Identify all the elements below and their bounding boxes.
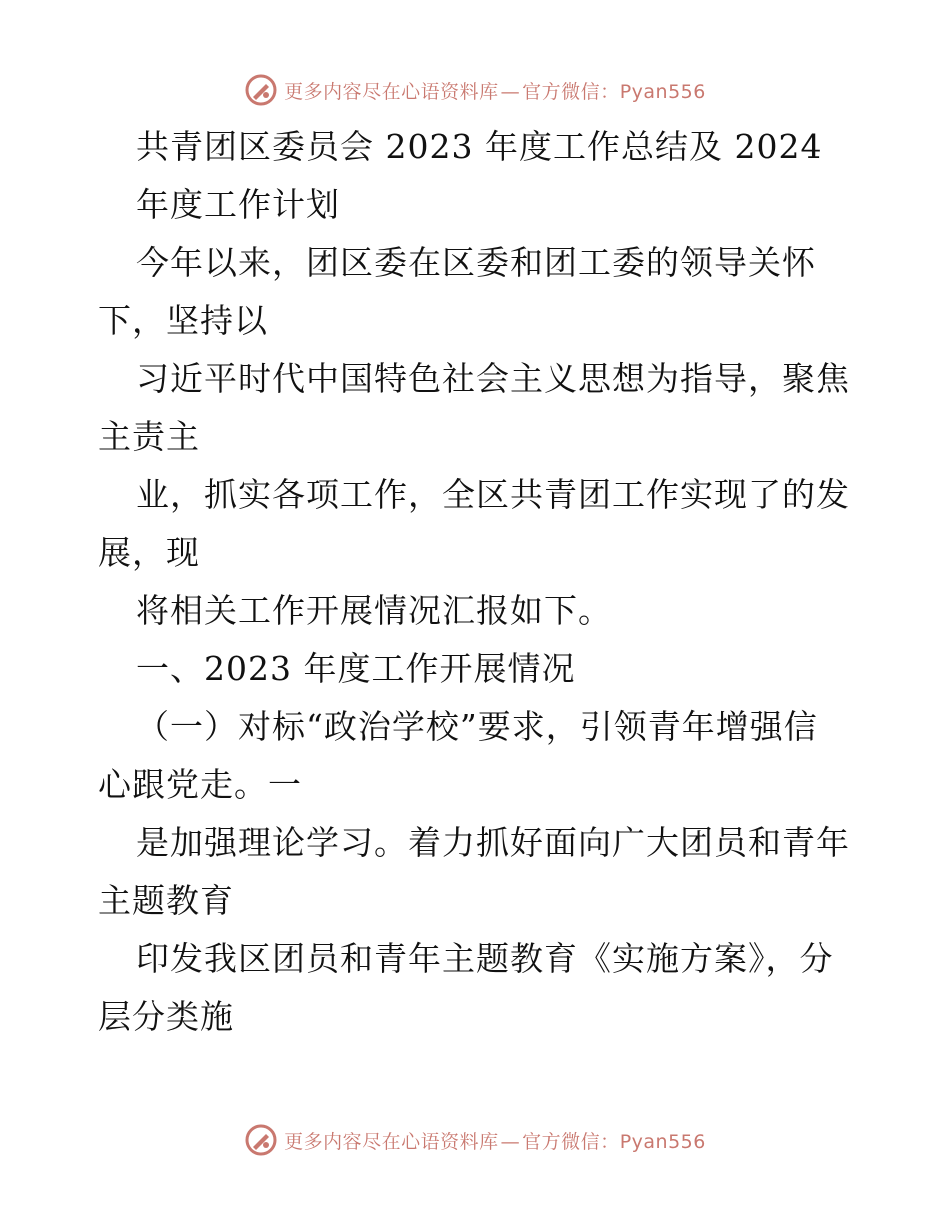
watermark-separator: — [500,80,521,103]
paragraph-line: 今年以来，团区委在区委和团工委的领导关怀 [136,243,816,282]
title-line-2: 年度工作计划 [136,185,340,224]
title-line-1: 共青团区委员会 2023 年度工作总结及 2024 [136,127,823,166]
document-body [98,118,858,1046]
paragraph-line: 将相关工作开展情况汇报如下。 [136,591,612,630]
footer-watermark [0,1120,950,1160]
watermark-contact-label: 官方微信： [522,1130,620,1153]
paragraph-line: 是加强理论学习。着力抓好面向广大团员和青年 [136,823,850,862]
watermark-text [284,1127,706,1154]
watermark-contact-id: Pyan556 [619,80,706,103]
paragraph-line: 展，现 [98,533,200,572]
watermark-main: 更多内容尽在心语资料库 [284,80,499,103]
paragraph-line: 下，坚持以 [98,301,268,340]
paragraph-line: 业，抓实各项工作，全区共青团工作实现了的发 [136,475,850,514]
watermark-contact-id: Pyan556 [619,1130,706,1153]
watermark-text [284,77,706,104]
pen-seal-icon [244,73,278,107]
paragraph-line: 印发我区团员和青年主题教育《实施方案》，分 [136,939,834,978]
subsection-heading: （一）对标“政治学校”要求，引领青年增强信 [136,707,818,746]
watermark-separator: — [500,1130,521,1153]
paragraph-line: 层分类施 [98,997,234,1036]
paragraph-line: 主题教育 [98,881,234,920]
section-heading: 一、2023 年度工作开展情况 [136,649,576,688]
watermark-contact-label: 官方微信： [522,80,620,103]
watermark-main: 更多内容尽在心语资料库 [284,1130,499,1153]
header-watermark [0,70,950,110]
pen-seal-icon [244,1123,278,1157]
paragraph-line: 习近平时代中国特色社会主义思想为指导，聚焦 [136,359,850,398]
paragraph-line: 心跟党走。一 [98,765,302,804]
paragraph-line: 主责主 [98,417,200,456]
